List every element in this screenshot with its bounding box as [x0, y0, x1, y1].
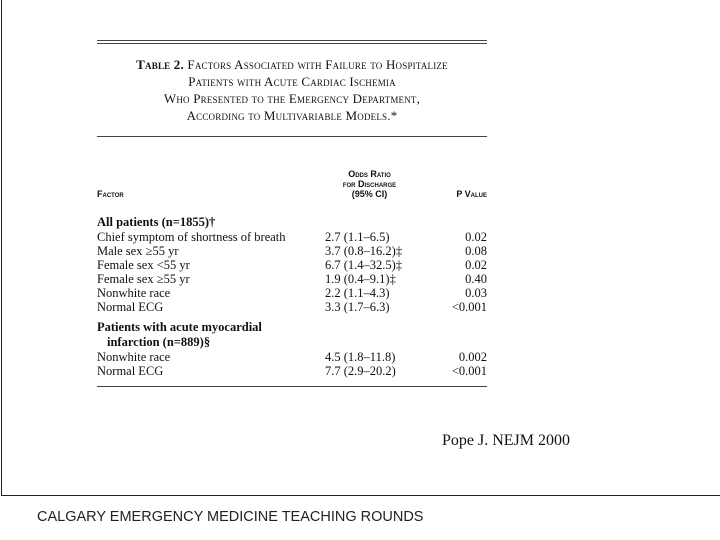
table-row	[97, 350, 487, 364]
table-row	[97, 258, 487, 272]
header-odds-ratio	[322, 169, 417, 199]
cell-p-value: <0.001	[451, 300, 487, 314]
table-row	[97, 272, 487, 286]
cell-odds-ratio: 2.2 (1.1–4.3)	[325, 286, 390, 300]
caption-line-4: According to Multivariable Models.*	[186, 108, 398, 123]
caption-line-3: Who Presented to the Emergency Department,	[163, 91, 421, 106]
table-row	[97, 364, 487, 378]
cell-factor: Normal ECG	[97, 364, 164, 378]
table-header	[97, 155, 487, 199]
header-factor: Factor	[97, 189, 124, 199]
caption-rule	[97, 136, 487, 137]
cell-p-value: 0.002	[458, 350, 487, 364]
table-caption	[97, 56, 487, 124]
table-row	[97, 244, 487, 258]
citation: Pope J. NEJM 2000	[442, 432, 571, 449]
table-row	[97, 286, 487, 300]
bottom-rule	[97, 386, 487, 387]
header-or-line-1: Odds Ratio	[348, 169, 391, 179]
table-row	[97, 230, 487, 244]
cell-factor: Nonwhite race	[97, 286, 171, 300]
table-row	[97, 300, 487, 314]
cell-factor: Normal ECG	[97, 300, 164, 314]
cell-odds-ratio: 3.7 (0.8–16.2)‡	[325, 244, 403, 258]
cell-factor: Female sex ≥55 yr	[97, 272, 190, 286]
table-2	[97, 40, 487, 387]
cell-odds-ratio: 2.7 (1.1–6.5)	[325, 230, 390, 244]
cell-odds-ratio: 7.7 (2.9–20.2)	[325, 364, 396, 378]
cell-factor: Female sex <55 yr	[97, 258, 190, 272]
footer-text: CALGARY EMERGENCY MEDICINE TEACHING ROUNDS	[37, 509, 424, 525]
cell-odds-ratio: 6.7 (1.4–32.5)‡	[325, 258, 403, 272]
cell-p-value: 0.40	[465, 272, 487, 286]
group-title: Patients with acute myocardial	[97, 320, 262, 334]
cell-p-value: 0.02	[465, 230, 487, 244]
caption-line-2: Patients with Acute Cardiac Ischemia	[188, 74, 396, 89]
caption-line-1: Factors Associated with Failure to Hospitalize	[187, 57, 448, 72]
header-or-line-2: for Discharge	[342, 179, 397, 189]
cell-factor: Nonwhite race	[97, 350, 171, 364]
cell-factor: Male sex ≥55 yr	[97, 244, 179, 258]
cell-p-value: 0.08	[465, 244, 487, 258]
cell-odds-ratio: 4.5 (1.8–11.8)	[325, 350, 396, 364]
cell-p-value: <0.001	[451, 364, 487, 378]
cell-odds-ratio: 3.3 (1.7–6.3)	[325, 300, 390, 314]
header-p-value: P Value	[456, 189, 487, 199]
group-title: All patients (n=1855)†	[97, 215, 216, 229]
cell-p-value: 0.03	[465, 286, 487, 300]
cell-factor: Chief symptom of shortness of breath	[97, 230, 286, 244]
cell-odds-ratio: 1.9 (0.4–9.1)‡	[325, 272, 396, 286]
top-rule	[97, 40, 487, 44]
header-or-line-3: (95% CI)	[351, 189, 388, 199]
group-title-continued: infarction (n=889)§	[107, 335, 211, 349]
table-label: Table 2.	[136, 57, 184, 72]
table-body	[97, 215, 487, 378]
cell-p-value: 0.02	[465, 258, 487, 272]
